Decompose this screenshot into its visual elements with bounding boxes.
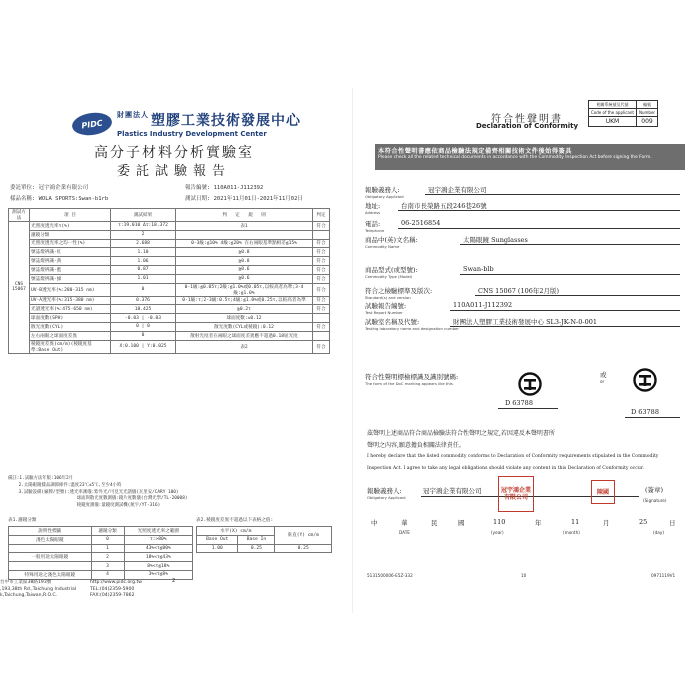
filter-category-row xyxy=(9,570,193,579)
row-rule: 球面度數:±0.12 xyxy=(176,314,313,323)
field-label: 商品型式(或型號): Commodity Type (Model) xyxy=(365,266,418,279)
declaration-page xyxy=(352,88,700,613)
page-number-right: 10 xyxy=(521,573,527,578)
category-label xyxy=(9,562,92,571)
date-label-en: DATE xyxy=(399,530,410,535)
row-rule: 0-1級:τ;2-3級:0.5τ;4級:≦1.0%或0.25τ,以較高者為準 xyxy=(176,296,313,305)
header-item: 項 目 xyxy=(30,209,111,222)
note-line: 稜鏡度測儀:量鏡度測試機(航宇/YT-316) xyxy=(8,503,161,509)
table2-value-row xyxy=(197,544,332,553)
header-method: 測試方法 xyxy=(9,209,30,222)
table2-header-x: 水平(X) cm/m xyxy=(197,527,275,536)
row-item: 球面度數(SPH) xyxy=(30,314,111,323)
category-number: 2 xyxy=(91,553,124,562)
row-result: 0 | 0 xyxy=(111,322,176,331)
row-rule: ≧0.6 xyxy=(176,274,313,283)
footer-address: 台中市工業區38路193號 ,193,38th Rd.,Taichung Industrial k,Taichung,Taiwan,R.O.C. xyxy=(0,580,77,599)
date-day-en: (day) xyxy=(653,530,664,535)
table2-header-row xyxy=(197,527,332,536)
field-underline xyxy=(475,295,680,296)
client-field: 委託單位: 冠宇鴻企業有限公司 xyxy=(10,185,89,191)
row-result: 1.06 xyxy=(111,257,176,266)
row-result: 2 xyxy=(111,230,176,239)
declaration-text-2: 聲明之內容,願意擔負相關法律責任。 xyxy=(367,442,465,449)
signature-mark: (簽章) xyxy=(645,486,664,494)
result-row xyxy=(9,265,330,274)
row-rule: ≧0.8 xyxy=(176,248,313,257)
table2-title: 表2.稜鏡度差異不超過以下表格之值: xyxy=(196,518,274,523)
form-code: 5131500006-E5Z-332 xyxy=(367,573,413,578)
table1-header-range: 光照度透光率之範圍 xyxy=(124,527,192,536)
row-item: 光譜透光率(%:475-650 nm) xyxy=(30,305,111,314)
number-sub: Number xyxy=(636,109,657,117)
banner-text: 本符合性聲明書應依商品檢驗法規定備齊相關技術文件後始得簽具 xyxy=(378,148,572,155)
field-label: 電話: Telephone xyxy=(365,220,385,233)
row-item: 散光度數(CYL) xyxy=(30,322,111,331)
personal-seal: 陳國 xyxy=(591,480,615,504)
field-label: 報驗義務人: Obligatory Applicant xyxy=(365,186,404,199)
page-number: 2 xyxy=(172,578,176,584)
instruction-banner xyxy=(375,144,685,170)
doc-mark-icon xyxy=(518,372,542,396)
table2-value-out: 1.00 xyxy=(197,544,238,553)
result-row xyxy=(9,283,330,296)
table1-title: 表1.濾鏡分類 xyxy=(8,518,37,523)
category-number: 0 xyxy=(91,535,124,544)
category-range: 8%<τ≦18% xyxy=(124,562,192,571)
table2-value-in: 0.25 xyxy=(238,544,275,553)
test-date-field: 測試日期: 2021年11月01日-2021年11月02日 xyxy=(185,196,303,202)
field-underline xyxy=(398,228,680,229)
date-year-unit: 年 xyxy=(535,519,542,527)
filter-category-row xyxy=(9,544,193,553)
row-item: 濾鏡分類 xyxy=(30,230,111,239)
category-label: 特殊用途之淺色太陽眼鏡 xyxy=(9,570,92,579)
row-verdict: 符合 xyxy=(313,239,330,248)
result-row xyxy=(9,230,330,239)
mark-id-alt: D 63788 xyxy=(631,408,659,416)
row-result: 1.01 xyxy=(111,274,176,283)
declaration-title-en: Declaration of Conformity xyxy=(475,122,579,130)
field-value: 台南市長榮路五段246巷26號 xyxy=(401,202,487,210)
logo-icon: PIDC xyxy=(71,110,114,137)
row-rule: 0-3級:≦10% 4級:≦20% 在右兩眼基準點相差≦15% xyxy=(176,239,313,248)
filter-category-row xyxy=(9,562,193,571)
category-number: 3 xyxy=(91,562,124,571)
field-value: 冠宇鴻企業有限公司 xyxy=(428,186,487,194)
field-underline xyxy=(398,210,680,211)
code-header: 相關系統號及代號 xyxy=(589,101,637,109)
note-line: 備註:1.試驗方法年版:106年2月 xyxy=(8,476,74,481)
row-result: 0.87 xyxy=(111,265,176,274)
table2-value-y: 0.25 xyxy=(275,544,332,553)
row-item: UV-A透光率(%:315-380 nm) xyxy=(30,296,111,305)
row-verdict xyxy=(313,230,330,239)
code-value: UKM xyxy=(589,117,637,127)
row-result: 18.425 xyxy=(111,305,176,314)
category-label: 淺色太陽眼鏡 xyxy=(9,535,92,544)
result-row xyxy=(9,340,330,353)
row-item: 光照度透光率之均一性(%) xyxy=(30,239,111,248)
form-version: 0971119V1 xyxy=(651,573,676,578)
table1-header-row xyxy=(9,527,193,536)
test-report-page xyxy=(0,90,348,610)
row-rule: 0-1級:≦0.05τ;2級:≦1.0%或0.05τ,以較高者為準;3-4級:≦1.0% xyxy=(176,283,313,296)
date-day: 25 xyxy=(639,518,648,526)
field-label: 符合之檢驗標準及版次: Standard(s) and version xyxy=(365,287,433,300)
row-result: -0.03 | -0.03 xyxy=(111,314,176,323)
date-month-unit: 月 xyxy=(603,519,610,527)
category-label xyxy=(9,544,92,553)
row-verdict: 符合 xyxy=(313,296,330,305)
row-item: 號誌燈辨識-紅 xyxy=(30,248,111,257)
field-underline xyxy=(425,194,680,195)
sample-field: 樣品名稱: WOLA SPORTS:Swan-b1rb xyxy=(10,196,109,202)
declaration-text: 茲聲明上述商品符合商品檢驗法符合性聲明之規定,若因違反本聲明書所 xyxy=(367,430,555,437)
banner-text-en: Please check all the related technical documents in accordance with the Commodity Inspection Act before signing the Form. xyxy=(378,155,652,160)
field-label: 商品中(英)文名稱: Commodity Name xyxy=(365,236,418,249)
date-era-char: 華 xyxy=(401,519,408,527)
row-verdict: 符合 xyxy=(313,274,330,283)
row-item: 光照度透光率τ(%) xyxy=(30,222,111,231)
category-range: 43%<τ≦80% xyxy=(124,544,192,553)
org-name: 塑膠工業技術發展中心 xyxy=(151,113,301,129)
table2-header-y: 垂直(Y) cm/m xyxy=(275,527,332,545)
table1-header-label: 說明性標籤 xyxy=(9,527,92,536)
report-title: 委託試驗報告 xyxy=(116,164,231,179)
row-rule: ≧0.6 xyxy=(176,265,313,274)
results-table xyxy=(8,208,330,354)
mark-id: D 63788 xyxy=(505,399,533,407)
note-line: 3.試驗設備(廠牌/型號):透光率測儀:紫外光/可見光光譜儀(瓦里安/CARY 100) xyxy=(8,489,179,495)
report-number-field: 報告編號: 110A011-J112392 xyxy=(185,185,264,191)
row-result: X:0.100 | Y:0.025 xyxy=(111,340,176,353)
result-row xyxy=(9,305,330,314)
row-verdict: 符合 xyxy=(313,322,330,331)
filter-category-row xyxy=(9,553,193,562)
header-result: 測試結果 xyxy=(111,209,176,222)
filter-category-row xyxy=(9,535,193,544)
row-item: UV-B透光率(%:280-315 nm) xyxy=(30,283,111,296)
row-verdict: 符合 xyxy=(313,340,330,353)
date-year: 110 xyxy=(493,518,506,526)
footer-contact: http://www.pidc.org.tw TEL:(04)2359-5900 FAX:(04)2359-7862 xyxy=(90,580,143,599)
result-row xyxy=(9,331,330,340)
row-rule: ≧0.8 xyxy=(176,257,313,266)
row-result: 2.688 xyxy=(111,239,176,248)
category-number: 4 xyxy=(91,570,124,579)
row-verdict: 符合 xyxy=(313,222,330,231)
declaration-title: 符合性聲明書 xyxy=(491,114,563,125)
field-value: Swan-blb xyxy=(463,265,494,273)
row-item: 左右兩眼之球面度差異 xyxy=(30,331,111,340)
field-label: 試驗報告編號: Test Report Number xyxy=(365,302,407,315)
mark-id-underline xyxy=(498,408,558,409)
org-type: 財團法人 xyxy=(117,111,149,119)
date-month-en: (month) xyxy=(563,530,580,535)
row-rule: 散射光度者在兩眼之球面度差異應不超過0.18屈光度 xyxy=(176,331,313,340)
date-era-char: 國 xyxy=(458,519,465,527)
field-value: 110A011-J112392 xyxy=(453,301,513,309)
row-verdict: 符合 xyxy=(313,257,330,266)
category-range: τ:>80% xyxy=(124,535,192,544)
row-verdict: 符合 xyxy=(313,305,330,314)
result-row xyxy=(9,322,330,331)
row-verdict: 符合 xyxy=(313,283,330,296)
date-era-char: 中 xyxy=(371,519,378,527)
field-value: 財團法人塑膠工業技術發展中心 SL3-JK-N-0-001 xyxy=(453,318,597,326)
declaration-text-en: I hereby declare that the listed commodity conforms to Declaration of Conformity requirements stipulated in the Commodity xyxy=(367,454,659,459)
header-rule: 判 定 規 則 xyxy=(176,209,313,222)
method-cell: CNS 15067 xyxy=(9,222,30,354)
field-label: 地址: Address xyxy=(365,202,381,215)
row-result: 0 xyxy=(111,331,176,340)
result-row xyxy=(9,296,330,305)
code-header-row xyxy=(589,101,658,109)
field-underline xyxy=(460,244,680,245)
table2-base-in: Base In xyxy=(238,535,275,544)
row-verdict: 符合 xyxy=(313,248,330,257)
category-range: 3%<τ≦8% xyxy=(124,570,192,579)
category-range: 18%<τ≦43% xyxy=(124,553,192,562)
results-header-row xyxy=(9,209,330,222)
company-seal: 冠宇鴻企業有限公司 xyxy=(498,476,534,512)
row-rule: 表2 xyxy=(176,340,313,353)
result-row xyxy=(9,274,330,283)
signature-mark-en: (Signature) xyxy=(643,498,667,503)
row-rule: ≧0.2τ xyxy=(176,305,313,314)
category-label: 一般用途太陽眼鏡 xyxy=(9,553,92,562)
result-row xyxy=(9,314,330,323)
mark-id-alt-underline xyxy=(625,417,680,418)
signer-name: 冠宇鴻企業有限公司 xyxy=(423,487,482,495)
table1-header-category: 濾鏡分類 xyxy=(91,527,124,536)
row-verdict xyxy=(313,314,330,323)
row-item: 號誌燈辨識-藍 xyxy=(30,265,111,274)
date-era-char: 民 xyxy=(431,519,438,527)
pidc-logo xyxy=(72,110,301,138)
date-month: 11 xyxy=(571,518,580,526)
row-result: 0.376 xyxy=(111,296,176,305)
field-underline xyxy=(460,274,680,275)
doc-mark-icon-bw xyxy=(633,368,657,392)
code-sub: Code of the applicant xyxy=(589,109,637,117)
row-item: 號誌燈辨識-綠 xyxy=(30,274,111,283)
note-line: 球面與散光度數測儀:鏡片度數儀(台灣光學/TL-20008) xyxy=(8,496,188,502)
result-row xyxy=(9,222,330,231)
sign-label: 報驗義務人: Obligatory Applicant xyxy=(367,487,406,500)
mark-or-en: or xyxy=(600,379,605,384)
row-rule: 散光度數(CYL或稜鏡):0.12 xyxy=(176,322,313,331)
row-verdict xyxy=(313,331,330,340)
result-row xyxy=(9,248,330,257)
lab-title: 高分子材料分析實驗室 xyxy=(94,145,254,161)
number-header: 編號 xyxy=(636,101,657,109)
result-row xyxy=(9,257,330,266)
row-verdict: 符合 xyxy=(313,265,330,274)
org-name-en: Plastics Industry Development Center xyxy=(117,130,267,138)
row-item: 號誌燈辨識-黃 xyxy=(30,257,111,266)
result-row xyxy=(9,239,330,248)
note-line: 2.太陽眼鏡樣品調節條件:溫度23℃±5℃,至少4小時 xyxy=(8,482,122,488)
mark-label: 符合性聲明標檢標識及識別號碼: The form of the DoC marking appears like this xyxy=(365,373,459,386)
row-item: 稜鏡度差異(cm/m)(稜鏡度基準:Base Out) xyxy=(30,340,111,353)
row-result: 0 xyxy=(111,283,176,296)
table2-base-out: Base Out xyxy=(197,535,238,544)
row-result: τ:19.010 Δτ:18.372 xyxy=(111,222,176,231)
filter-category-table xyxy=(8,526,193,580)
declaration-text-en-2: Inspection Act. I agree to take any legal obligations should violate any content in this Declaration of Conformity occur. xyxy=(367,466,644,471)
date-year-en: (year) xyxy=(491,530,504,535)
row-result: 1.10 xyxy=(111,248,176,257)
field-value: 06-2516854 xyxy=(401,219,441,227)
report-notes xyxy=(8,476,187,510)
category-number: 1 xyxy=(91,544,124,553)
mark-or: 或 xyxy=(600,371,607,379)
prism-table xyxy=(196,526,332,553)
field-underline xyxy=(450,326,680,327)
number-value: 009 xyxy=(636,117,657,127)
field-value: CNS 15067 (106年2月版) xyxy=(478,287,560,295)
field-label: 試驗室名稱及代號: Testing laboratory name and designation number xyxy=(365,318,459,331)
row-rule xyxy=(176,230,313,239)
field-value: 太陽眼鏡 Sunglasses xyxy=(463,236,528,244)
row-rule: 表1 xyxy=(176,222,313,231)
field-underline xyxy=(450,310,680,311)
date-day-unit: 日 xyxy=(669,519,676,527)
header-verdict: 判定 xyxy=(313,209,330,222)
